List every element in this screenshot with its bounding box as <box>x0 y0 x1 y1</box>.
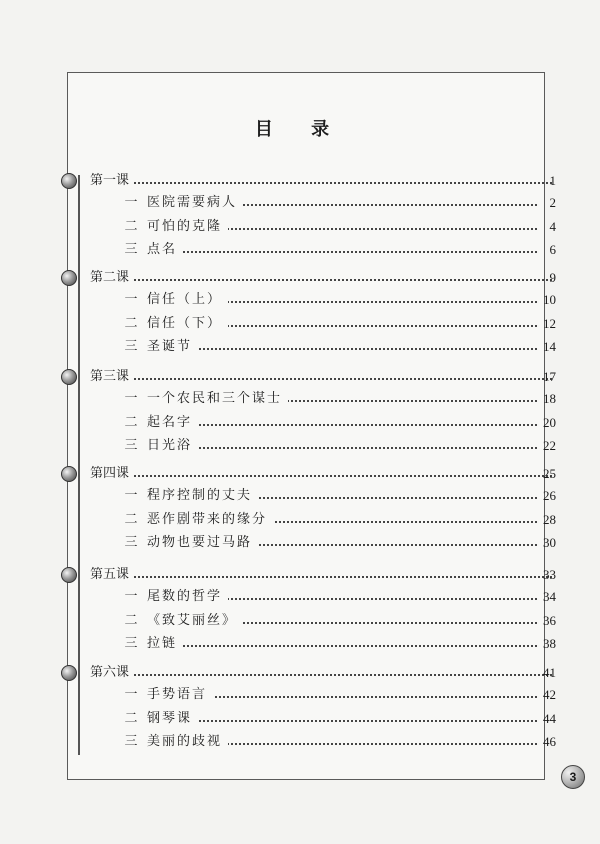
section-row[interactable] <box>0 731 600 753</box>
section-page: 10 <box>543 292 556 307</box>
section-page: 2 <box>549 195 556 210</box>
section-page: 36 <box>543 613 556 628</box>
section-page: 12 <box>543 316 556 331</box>
lesson-bullet-icon <box>61 665 77 681</box>
leader-dots <box>147 348 537 350</box>
section-title: 医院需要病人 <box>147 192 243 214</box>
section-number: 一 <box>124 292 138 307</box>
page-number-badge: 3 <box>561 765 585 789</box>
leader-dots <box>147 424 537 426</box>
section-row[interactable] <box>0 388 600 410</box>
section-number: 二 <box>124 219 138 234</box>
section-number: 二 <box>124 316 138 331</box>
section-title: 动物也要过马路 <box>147 532 258 554</box>
lesson-page: 1 <box>549 173 556 188</box>
lesson-bullet-icon <box>61 567 77 583</box>
section-title: 信任（下） <box>147 313 228 335</box>
section-title: 日光浴 <box>147 435 198 457</box>
leader-dots <box>147 720 537 722</box>
section-row[interactable] <box>0 485 600 507</box>
section-number: 三 <box>124 339 138 354</box>
lesson-title: 第六课 <box>90 662 133 684</box>
section-row[interactable] <box>0 633 600 655</box>
leader-dots <box>147 645 537 647</box>
section-row[interactable] <box>0 435 600 457</box>
lesson-page: 17 <box>543 369 556 384</box>
section-page: 6 <box>549 242 556 257</box>
section-page: 26 <box>543 488 556 503</box>
section-number: 一 <box>124 488 138 503</box>
section-title: 起名字 <box>147 412 198 434</box>
lesson-title: 第一课 <box>90 170 133 192</box>
section-title: 点名 <box>147 239 183 261</box>
lesson-row[interactable] <box>0 463 600 485</box>
lesson-page: 9 <box>549 270 556 285</box>
lesson-bullet-icon <box>61 466 77 482</box>
section-row[interactable] <box>0 509 600 531</box>
section-number: 一 <box>124 687 138 702</box>
lesson-bullet-icon <box>61 369 77 385</box>
page-title: 目 录 <box>254 119 346 140</box>
section-row[interactable] <box>0 192 600 214</box>
lesson-title: 第三课 <box>90 366 133 388</box>
leader-dots <box>90 378 552 380</box>
section-page: 42 <box>543 687 556 702</box>
section-page: 34 <box>543 589 556 604</box>
section-row[interactable] <box>0 684 600 706</box>
section-title: 恶作剧带来的缘分 <box>147 509 273 531</box>
section-number: 二 <box>124 415 138 430</box>
lesson-row[interactable] <box>0 366 600 388</box>
section-number: 三 <box>124 535 138 550</box>
section-title: 手势语言 <box>147 684 213 706</box>
section-page: 46 <box>543 734 556 749</box>
lesson-row[interactable] <box>0 564 600 586</box>
section-row[interactable] <box>0 289 600 311</box>
leader-dots <box>90 279 552 281</box>
lesson-page: 25 <box>543 466 556 481</box>
section-page: 20 <box>543 415 556 430</box>
section-title: 程序控制的丈夫 <box>147 485 258 507</box>
section-page: 18 <box>543 391 556 406</box>
lesson-page: 33 <box>543 567 556 582</box>
section-title: 美丽的歧视 <box>147 731 228 753</box>
section-title: 一个农民和三个谋士 <box>147 388 288 410</box>
leader-dots <box>90 475 552 477</box>
lesson-bullet-icon <box>61 270 77 286</box>
section-row[interactable] <box>0 708 600 730</box>
section-row[interactable] <box>0 336 600 358</box>
section-row[interactable] <box>0 313 600 335</box>
section-page: 4 <box>549 219 556 234</box>
section-page: 14 <box>543 339 556 354</box>
section-number: 三 <box>124 438 138 453</box>
section-number: 三 <box>124 636 138 651</box>
leader-dots <box>90 182 552 184</box>
section-title: 尾数的哲学 <box>147 586 228 608</box>
lesson-row[interactable] <box>0 170 600 192</box>
lesson-bullet-icon <box>61 173 77 189</box>
section-number: 一 <box>124 391 138 406</box>
lesson-title: 第五课 <box>90 564 133 586</box>
section-row[interactable] <box>0 216 600 238</box>
lesson-page: 41 <box>543 665 556 680</box>
section-title: 可怕的克隆 <box>147 216 228 238</box>
lesson-title: 第二课 <box>90 267 133 289</box>
section-number: 二 <box>124 711 138 726</box>
leader-dots <box>147 251 537 253</box>
section-row[interactable] <box>0 412 600 434</box>
section-page: 44 <box>543 711 556 726</box>
section-number: 一 <box>124 589 138 604</box>
section-number: 三 <box>124 242 138 257</box>
section-row[interactable] <box>0 610 600 632</box>
section-title: 钢琴课 <box>147 708 198 730</box>
lesson-row[interactable] <box>0 267 600 289</box>
section-page: 30 <box>543 535 556 550</box>
section-number: 二 <box>124 512 138 527</box>
leader-dots <box>90 674 552 676</box>
lesson-title: 第四课 <box>90 463 133 485</box>
section-title: 圣诞节 <box>147 336 198 358</box>
section-title: 拉链 <box>147 633 183 655</box>
section-row[interactable] <box>0 532 600 554</box>
section-row[interactable] <box>0 586 600 608</box>
section-number: 二 <box>124 613 138 628</box>
leader-dots <box>147 447 537 449</box>
section-page: 28 <box>543 512 556 527</box>
section-page: 38 <box>543 636 556 651</box>
section-title: 信任（上） <box>147 289 228 311</box>
section-row[interactable] <box>0 239 600 261</box>
section-title: 《致艾丽丝》 <box>147 610 243 632</box>
leader-dots <box>90 576 552 578</box>
section-page: 22 <box>543 438 556 453</box>
lesson-row[interactable] <box>0 662 600 684</box>
section-number: 一 <box>124 195 138 210</box>
section-number: 三 <box>124 734 138 749</box>
